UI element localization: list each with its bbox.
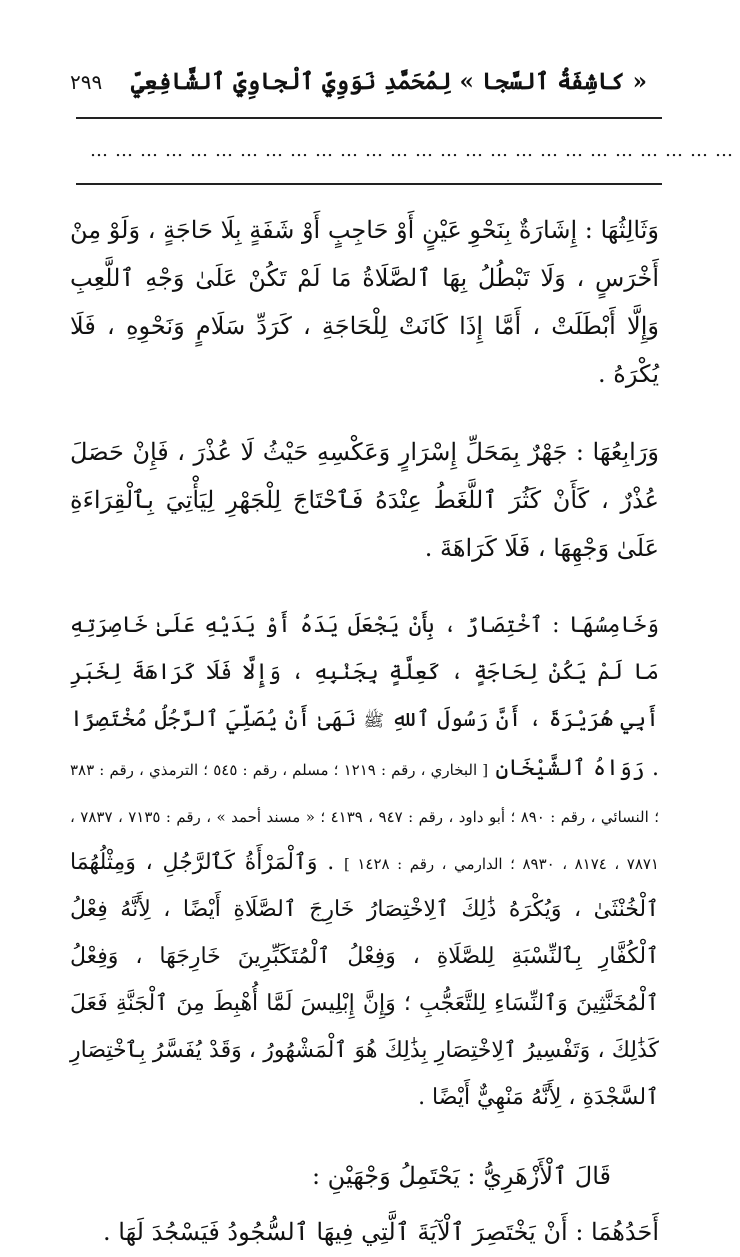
paragraph-fourth-makruh: وَرَابِعُهَا : جَهْرٌ بِمَحَلِّ إِسْرَارٍ وَعَكْسِهِ حَيْثُ لَا عُذْرَ ، فَإِنْ حَصَلَ عُذْرٌ ، كَأَنْ كَثُرَ ٱللَّغَطُ عِنْدَهُ فَٱحْتَاجَ لِلْجَهْرِ لِيَأْتِيَ بِٱلْقِرَاءَةِ عَلَىٰ وَجْهِهَا ، فَلَا كَرَاهَةَ . xyxy=(70,438,659,562)
header-rule-top xyxy=(76,117,662,119)
azhari-statement: قَالَ ٱلْأَزْهَرِيُّ : يَحْتَمِلُ وَجْهَيْنِ : xyxy=(311,1162,611,1190)
paragraph-fifth-hadith: نَهَىٰ أَنْ يُصَلِّيَ ٱلرَّجُلُ مُخْتَصِرًا . رَوَاهُ ٱلشَّيْخَانِ xyxy=(70,707,659,781)
book-title: « كاشِفَةُ ٱلسَّجا » لِمُحَمَّدِ نَوَوِيِّ ٱلْجاوِيِّ ٱلشَّافِعِيِّ xyxy=(130,68,647,95)
paragraph-third-makruh: وَثَالِثُهَا : إِشَارَةٌ بِنَحْوِ عَيْنٍ أَوْ حَاجِبٍ أَوْ شَفَةٍ بِلَا حَاجَةٍ ، وَلَوْ مِنْ أَخْرَسٍ ، وَلَا تَبْطُلُ بِهَا ٱلصَّلَاةُ مَا لَمْ تَكُنْ عَلَىٰ وَجْهِ ٱللَّعِبِ وَإِلَّا أَبْطَلَتْ ، أَمَّا إِذَا كَانَتْ لِلْحَاجَةِ ، كَرَدِّ سَلَامٍ وَنَحْوِهِ ، فَلَا يُكْرَهُ . xyxy=(70,216,659,388)
salutation-symbol: ﷺ xyxy=(363,711,385,731)
body-text xyxy=(70,206,659,1257)
header-rule-bottom xyxy=(76,183,662,185)
hadith-citation: [ البخاري ، رقم : ١٢١٩ ؛ مسلم ، رقم : ٥٤٥ ؛ الترمذي ، رقم : ٣٨٣ ؛ النسائي ، رقم : ٨٩٠ ؛ أبو داود ، رقم : ٩٤٧ ، ٤١٣٩ ؛ « مسند أحمد » ، رقم : ٧١٣٥ ، ٧٨٣٧ ، ٧٨٧١ ، ٨١٧٤ ، ٨٩٣٠ ؛ الدارمي ، رقم : ١٤٢٨ ] xyxy=(70,761,659,873)
page-number: ٢٩٩ xyxy=(70,70,103,94)
running-header xyxy=(70,68,647,108)
dotted-separator: …………………………………………………………………… xyxy=(90,140,740,161)
paragraph-fifth-makruh xyxy=(70,602,659,1121)
paragraph-fifth-conclusion: . وَٱلْمَرْأَةُ كَٱلرَّجُلِ ، وَمِثْلُهُمَا ٱلْخُنْثَىٰ ، وَيُكْرَهُ ذَٰلِكَ ٱلِاخْتِصَارُ خَارِجَ ٱلصَّلَاةِ أَيْضًا ، لِأَنَّهُ فِعْلُ ٱلْكُفَّارِ بِٱلنِّسْبَةِ لِلصَّلَاةِ ، وَفِعْلُ ٱلْمُتَكَبِّرِينَ خَارِجَهَا ، وَفِعْلُ ٱلْمُخَنَّثِينَ وَٱلنِّسَاءِ لِلتَّعَجُّبِ ؛ وَإِنَّ إِبْلِيسَ لَمَّا أُهْبِطَ مِنَ ٱلْجَنَّةِ فَعَلَ كَذَٰلِكَ ، وَتَفْسِيرُ ٱلِاخْتِصَارِ بِذَٰلِكَ هُوَ ٱلْمَشْهُورُ ، وَقَدْ يُفَسَّرُ بِٱخْتِصَارِ ٱلسَّجْدَةِ ، لِأَنَّهُ مَنْهِيٌّ أَيْضًا . xyxy=(70,850,659,1110)
paragraph-fifth-text: وَخَامِسُهَا : ٱخْتِصَارٌ ، بِأَنْ يَجْعَلَ يَدَهُ أَوْ يَدَيْهِ عَلَىٰ خَاصِرَتِهِ مَا لَمْ يَكُنْ لِحَاجَةٍ ، كَعِلَّةٍ بِجَنْبِهِ ، وَإِلَّا فَلَا كَرَاهَةَ لِخَبَرِ أَبِي هُرَيْرَةَ ، أَنَّ رَسُولَ ٱللهِ xyxy=(70,613,659,732)
first-interpretation: أَحَدُهُمَا : أَنْ يَخْتَصِرَ ٱلْآيَةَ ٱلَّتِي فِيهَا ٱلسُّجُودُ فَيَسْجُدَ لَهَا . xyxy=(103,1218,659,1246)
